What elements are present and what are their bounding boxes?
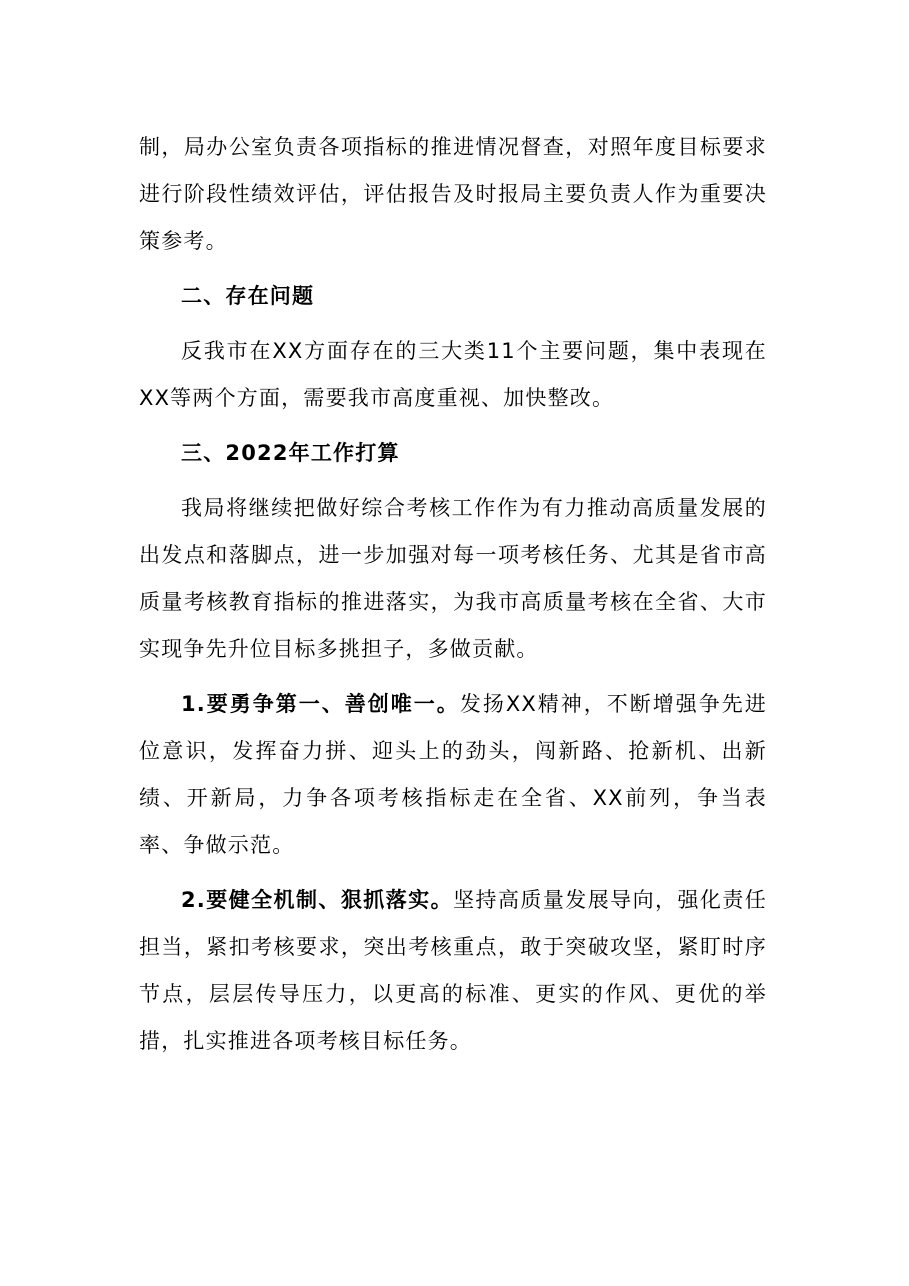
paragraph-problems: 反我市在XX方面存在的三大类11个主要问题，集中表现在XX等两个方面，需要我市高度重视、加快整改。	[139, 339, 767, 410]
list-item-2-body: 坚持高质量发展导向，强化责任担当，紧扣考核要求，突出考核重点，敢于突破攻坚，紧盯时序节点，层层传导压力，以更高的标准、更实的作风、更优的举措，扎实推进各项考核目标任务。	[139, 888, 767, 1053]
section-heading-2022-plan: 三、2022年工作打算	[181, 441, 400, 465]
list-item-2	[139, 877, 767, 1065]
paragraph-continued: 制，局办公室负责各项指标的推进情况督查，对照年度目标要求进行阶段性绩效评估，评估报告及时报局主要负责人作为重要决策参考。	[139, 135, 767, 253]
list-item-1-title: 1.要勇争第一、善创唯一。	[181, 692, 460, 716]
list-item-2-title: 2.要健全机制、狠抓落实。	[181, 888, 454, 912]
list-item-1	[139, 681, 767, 869]
document-body	[139, 124, 767, 1065]
list-item-1-body: 发扬XX精神，不断增强争先进位意识，发挥奋力拼、迎头上的劲头，闯新路、抢新机、出新绩、开新局，力争各项考核指标走在全省、XX前列，争当表率、争做示范。	[139, 692, 767, 857]
section-heading-problems: 二、存在问题	[181, 284, 315, 308]
paragraph-plan: 我局将继续把做好综合考核工作作为有力推动高质量发展的出发点和落脚点，进一步加强对每一项考核任务、尤其是省市高质量考核教育指标的推进落实，为我市高质量考核在全省、大市实现争先升位目标多挑担子，多做贡献。	[139, 496, 767, 661]
